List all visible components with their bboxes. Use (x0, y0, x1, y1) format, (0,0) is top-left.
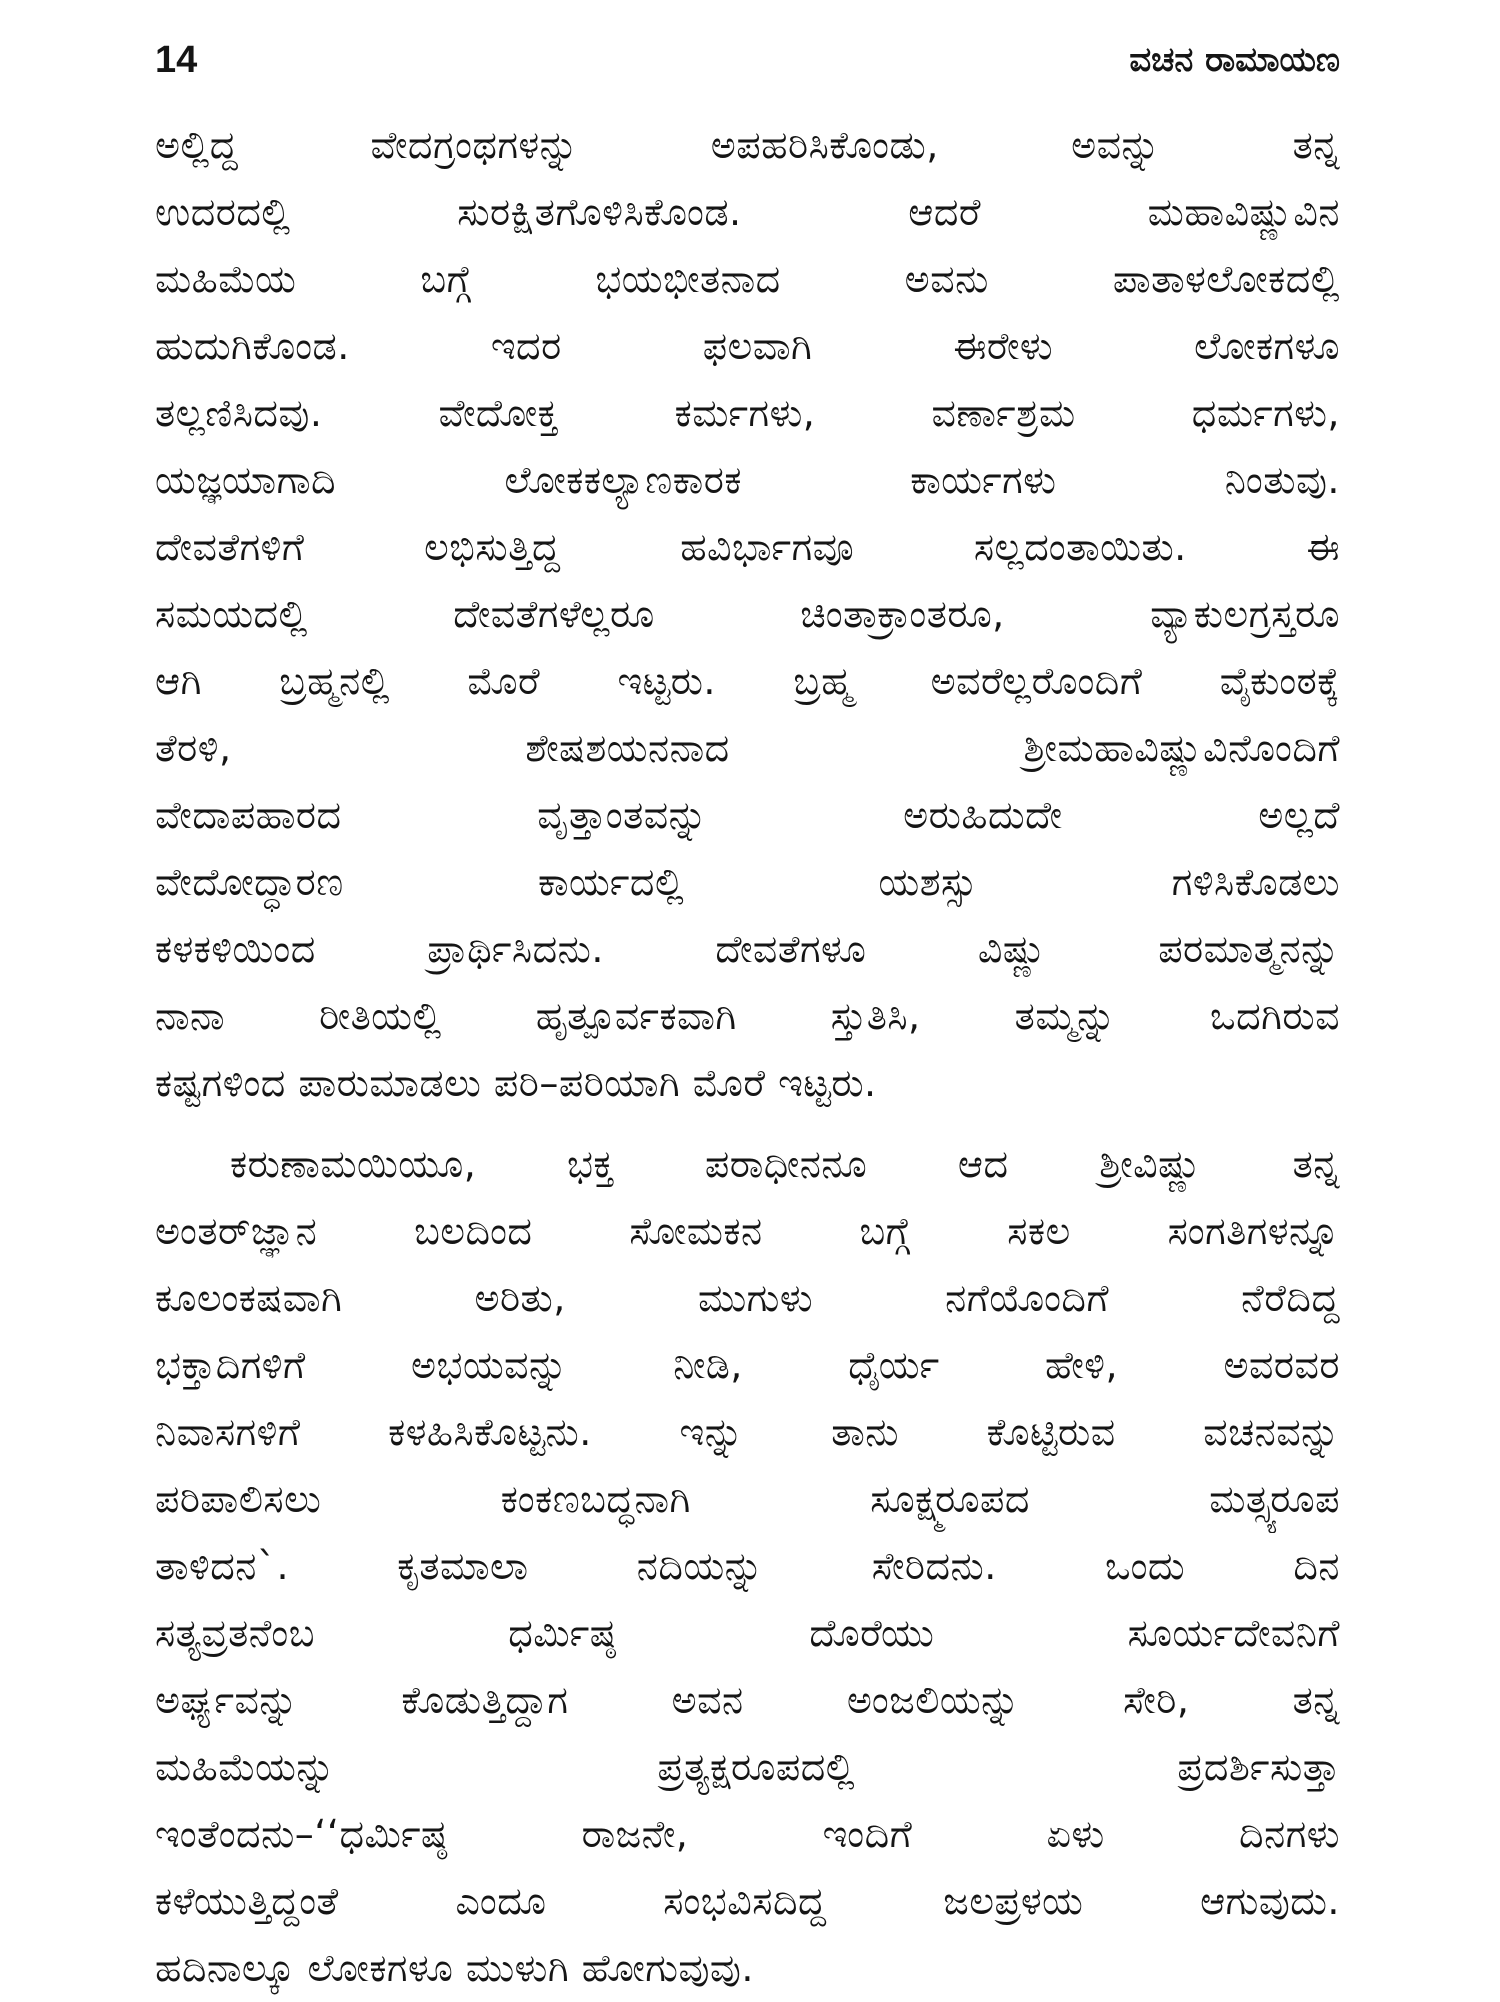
text-line: ಕಷ್ಟಗಳಿಂದ ಪಾರುಮಾಡಲು ಪರಿ–ಪರಿಯಾಗಿ ಮೊರೆ ಇಟ್ಟರು. (155, 1061, 877, 1105)
text-line: ಸಮಯದಲ್ಲಿ ದೇವತೆಗಳೆಲ್ಲರೂ ಚಿಂತಾಕ್ರಾಂತರೂ, ವ್ಯಾಕುಲಗ್ರಸ್ತರೂ (155, 592, 1340, 636)
text-line: ಕೂಲಂಕಷವಾಗಿ ಅರಿತು, ಮುಗುಳು ನಗೆಯೊಂದಿಗೆ ನೆರೆದಿದ್ದ (155, 1276, 1340, 1320)
paragraph-1 (155, 112, 1340, 1117)
text-line: ನಿವಾಸಗಳಿಗೆ ಕಳಹಿಸಿಕೊಟ್ಟನು. ಇನ್ನು ತಾನು ಕೊಟ್ಟಿರುವ ವಚನವನ್ನು (155, 1410, 1340, 1454)
text-line: ದೇವತೆಗಳಿಗೆ ಲಭಿಸುತ್ತಿದ್ದ ಹವಿರ್ಭಾಗವೂ ಸಲ್ಲದಂತಾಯಿತು. ಈ (155, 525, 1340, 569)
text-line: ಕಳೆಯುತ್ತಿದ್ದಂತೆ ಎಂದೂ ಸಂಭವಿಸದಿದ್ದ ಜಲಪ್ರಳಯ ಆಗುವುದು. (155, 1879, 1340, 1923)
text-line: ಇಂತೆಂದನು–‘‘ಧರ್ಮಿಷ್ಠ ರಾಜನೇ, ಇಂದಿಗೆ ಏಳು ದಿನಗಳು (155, 1812, 1340, 1856)
text-line: ತಾಳಿದನ`. ಕೃತಮಾಲಾ ನದಿಯನ್ನು ಸೇರಿದನು. ಒಂದು ದಿನ (155, 1544, 1340, 1588)
text-line: ಅಲ್ಲಿದ್ದ ವೇದಗ್ರಂಥಗಳನ್ನು ಅಪಹರಿಸಿಕೊಂಡು, ಅವನ್ನು ತನ್ನ (155, 123, 1340, 167)
text-line: ಭಕ್ತಾದಿಗಳಿಗೆ ಅಭಯವನ್ನು ನೀಡಿ, ಧೈರ್ಯ ಹೇಳಿ, ಅವರವರ (155, 1343, 1340, 1387)
text-line: ಅರ್ಘ್ಯವನ್ನು ಕೊಡುತ್ತಿದ್ದಾಗ ಅವನ ಅಂಜಲಿಯನ್ನು ಸೇರಿ, ತನ್ನ (155, 1678, 1340, 1722)
text-line: ತೆರಳಿ, ಶೇಷಶಯನನಾದ ಶ್ರೀಮಹಾವಿಷ್ಣುವಿನೊಂದಿಗೆ (155, 726, 1340, 770)
text-line: ಅಂತರ್‌ಜ್ಞಾನ ಬಲದಿಂದ ಸೋಮಕನ ಬಗ್ಗೆ ಸಕಲ ಸಂಗತಿಗಳನ್ನೂ (155, 1209, 1340, 1253)
text-line: ವೇದೋದ್ಧಾರಣ ಕಾರ್ಯದಲ್ಲಿ ಯಶಸ್ಸು ಗಳಿಸಿಕೊಡಲು (155, 860, 1340, 904)
paragraph-2 (155, 1131, 1340, 2002)
running-head: ವಚನ ರಾಮಾಯಣ (1129, 40, 1340, 80)
text-line: ಯಜ್ಞಯಾಗಾದಿ ಲೋಕಕಲ್ಯಾಣಕಾರಕ ಕಾರ್ಯಗಳು ನಿಂತುವು. (155, 458, 1340, 502)
page-number: 14 (155, 39, 198, 81)
page-header (155, 30, 1340, 90)
body-text (155, 112, 1340, 2002)
text-line: ತಲ್ಲಣಿಸಿದವು. ವೇದೋಕ್ತ ಕರ್ಮಗಳು, ವರ್ಣಾಶ್ರಮ ಧರ್ಮಗಳು, (155, 391, 1340, 435)
paragraph-gap (155, 1117, 1340, 1131)
text-line: ಮಹಿಮೆಯನ್ನು ಪ್ರತ್ಯಕ್ಷರೂಪದಲ್ಲಿ ಪ್ರದರ್ಶಿಸುತ್ತಾ (155, 1745, 1340, 1789)
text-line: ಆಗಿ ಬ್ರಹ್ಮನಲ್ಲಿ ಮೊರೆ ಇಟ್ಟರು. ಬ್ರಹ್ಮ ಅವರೆಲ್ಲರೊಂದಿಗೆ ವೈಕುಂಠಕ್ಕೆ (155, 659, 1340, 703)
text-line: ಸತ್ಯವ್ರತನೆಂಬ ಧರ್ಮಿಷ್ಠ ದೊರೆಯು ಸೂರ್ಯದೇವನಿಗೆ (155, 1611, 1340, 1655)
text-line: ನಾನಾ ರೀತಿಯಲ್ಲಿ ಹೃತ್ಪೂರ್ವಕವಾಗಿ ಸ್ತುತಿಸಿ, ತಮ್ಮನ್ನು ಒದಗಿರುವ (155, 994, 1340, 1038)
text-line: ಉದರದಲ್ಲಿ ಸುರಕ್ಷಿತಗೊಳಿಸಿಕೊಂಡ. ಆದರೆ ಮಹಾವಿಷ್ಣುವಿನ (155, 190, 1340, 234)
text-line: ಹದಿನಾಲ್ಕೂ ಲೋಕಗಳೂ ಮುಳುಗಿ ಹೋಗುವುವು. (155, 1946, 754, 1990)
text-line: ಮಹಿಮೆಯ ಬಗ್ಗೆ ಭಯಭೀತನಾದ ಅವನು ಪಾತಾಳಲೋಕದಲ್ಲಿ (155, 257, 1340, 301)
text-line: ಹುದುಗಿಕೊಂಡ. ಇದರ ಫಲವಾಗಿ ಈರೇಳು ಲೋಕಗಳೂ (155, 324, 1340, 368)
text-line: ಕರುಣಾಮಯಿಯೂ, ಭಕ್ತ ಪರಾಧೀನನೂ ಆದ ಶ್ರೀವಿಷ್ಣು ತನ್ನ (230, 1142, 1340, 1186)
text-line: ಕಳಕಳಿಯಿಂದ ಪ್ರಾರ್ಥಿಸಿದನು. ದೇವತೆಗಳೂ ವಿಷ್ಣು ಪರಮಾತ್ಮನನ್ನು (155, 927, 1340, 971)
text-line: ಪರಿಪಾಲಿಸಲು ಕಂಕಣಬದ್ಧನಾಗಿ ಸೂಕ್ಷ್ಮರೂಪದ ಮತ್ಸ್ಯರೂಪ (155, 1477, 1340, 1521)
text-line: ವೇದಾಪಹಾರದ ವೃತ್ತಾಂತವನ್ನು ಅರುಹಿದುದೇ ಅಲ್ಲದೆ (155, 793, 1340, 837)
